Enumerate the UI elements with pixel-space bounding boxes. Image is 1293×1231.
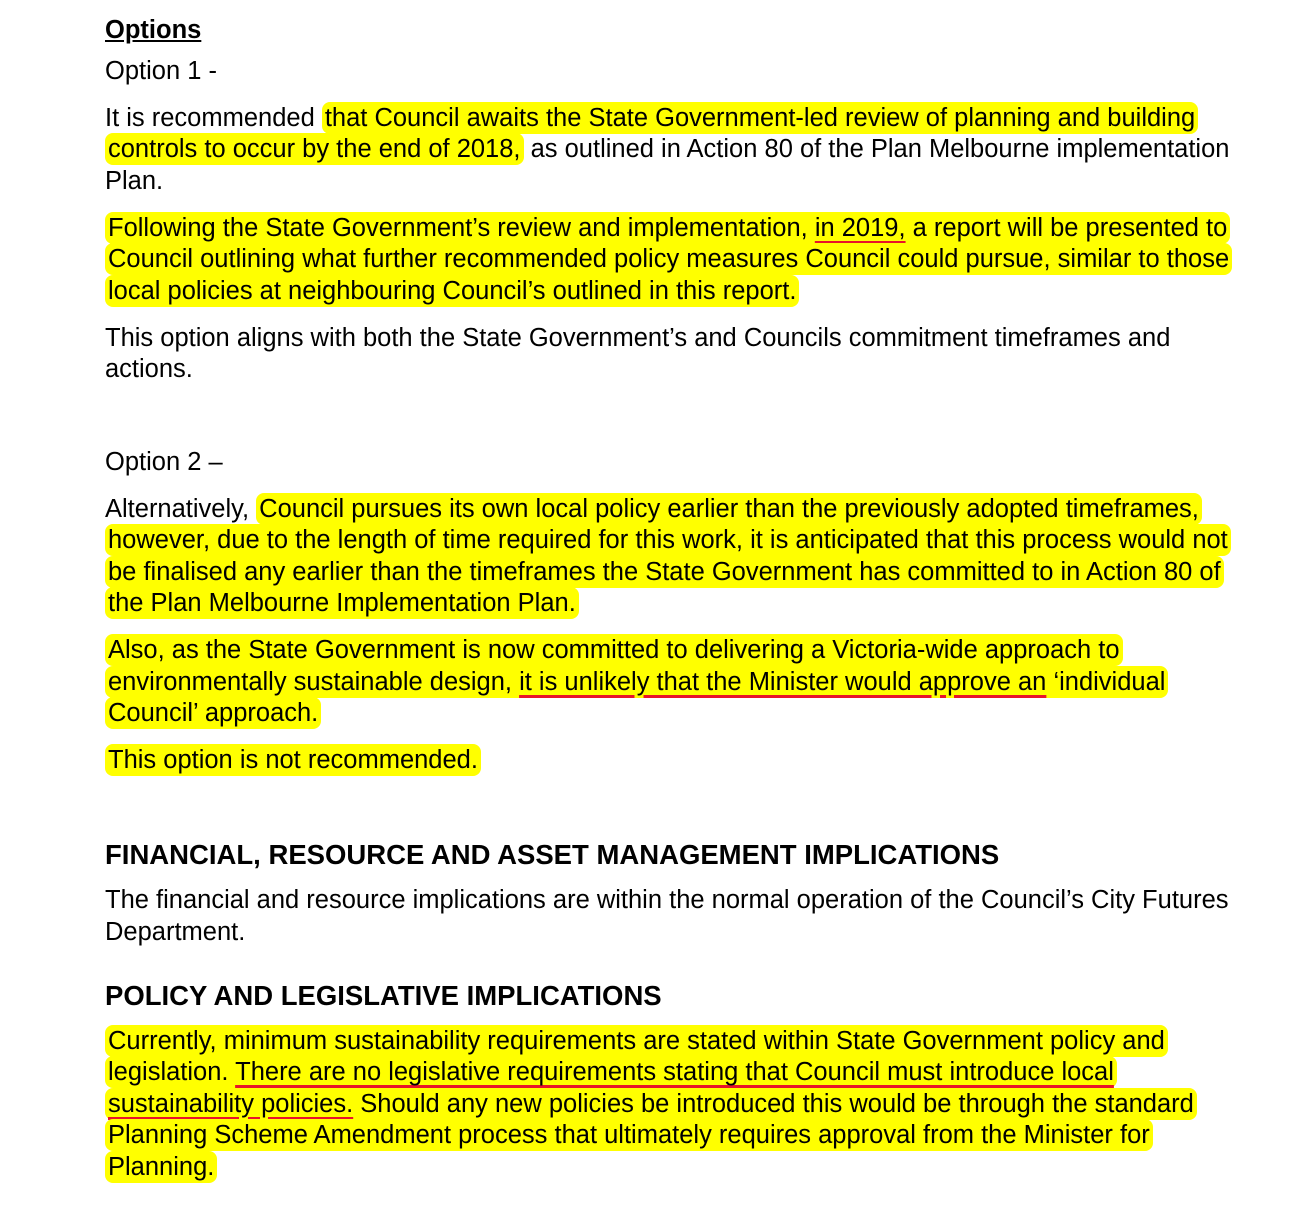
option-2-heading: Option 2 – — [105, 448, 223, 476]
spacer — [105, 964, 1255, 979]
option-1-heading: Option 1 - — [105, 57, 217, 85]
policy-part2: Should any new policies be introduced this would be through the standard Planning Scheme Amendment process that ultimately requires approval from the Minister for Planning. — [108, 1089, 1194, 1181]
option-2-p2-highlight — [105, 634, 1168, 729]
option-1-p1-prefix: It is recommended — [105, 103, 322, 132]
policy-highlight — [105, 1025, 1197, 1183]
policy-underlined: There are no legislative requirements stating that Council must introduce local sustainability policies. — [108, 1058, 1114, 1118]
option-2-p1-highlight: Council pursues its own local policy earlier than the previously adopted timeframes, however, due to the length of time required for this work, it is anticipated that this process would not be finalised any earlier than the timeframes the State Government has committed to in Action 80 of the Plan Melbourne Implementation Plan. — [105, 493, 1231, 620]
option-1-p2-underlined: in 2019, — [814, 213, 906, 242]
options-title: Options — [105, 16, 202, 44]
spacer — [105, 401, 1255, 447]
option-1-p1-suffix: as outlined in Action 80 of the Plan Melbourne implementation Plan. — [105, 135, 1230, 195]
option-2-paragraph-3 — [105, 745, 1255, 777]
option-2-p2-part2: ‘individual Council’ approach. — [108, 667, 1166, 727]
option-2-p3-highlight: This option is not recommended. — [105, 744, 481, 776]
option-1-p2-part1: Following the State Government’s review and implementation, — [108, 213, 815, 242]
option-2-p1-prefix: Alternatively, — [105, 494, 257, 523]
spacer — [105, 792, 1255, 838]
document-page — [105, 12, 1255, 1199]
policy-heading: POLICY AND LEGISLATIVE IMPLICATIONS — [105, 979, 662, 1011]
financial-heading: FINANCIAL, RESOURCE AND ASSET MANAGEMENT IMPLICATIONS — [105, 839, 1000, 870]
option-1-p2-part2: a report will be presented to Council outlining what further recommended policy measures Council could pursue, similar to those local policies at neighbouring Council’s outlined in this report. — [108, 213, 1230, 305]
option-2-paragraph-2 — [105, 635, 1255, 730]
option-1-paragraph-2 — [105, 213, 1255, 308]
option-1-paragraph-3: This option aligns with both the State Government’s and Councils commitment timeframes and actions. — [105, 323, 1171, 383]
option-2-p2-underlined: it is unlikely that the Minister would approve an — [519, 667, 1047, 696]
policy-part1: Currently, minimum sustainability requirements are stated within State Government policy and legislation. — [108, 1026, 1165, 1086]
option-1-p1-highlight: that Council awaits the State Government-led review of planning and building controls to occur by the end of 2018, — [105, 102, 1198, 166]
option-1-p2-highlight — [105, 212, 1232, 307]
option-1-paragraph-1 — [105, 103, 1255, 198]
policy-paragraph — [105, 1026, 1255, 1184]
option-2-p2-part1: Also, as the State Government is now committed to delivering a Victoria-wide approach to environmentally sustainable design, — [108, 636, 1120, 696]
financial-paragraph: The financial and resource implications are within the normal operation of the Council’s City Futures Department. — [105, 886, 1229, 946]
option-2-paragraph-1 — [105, 494, 1255, 620]
